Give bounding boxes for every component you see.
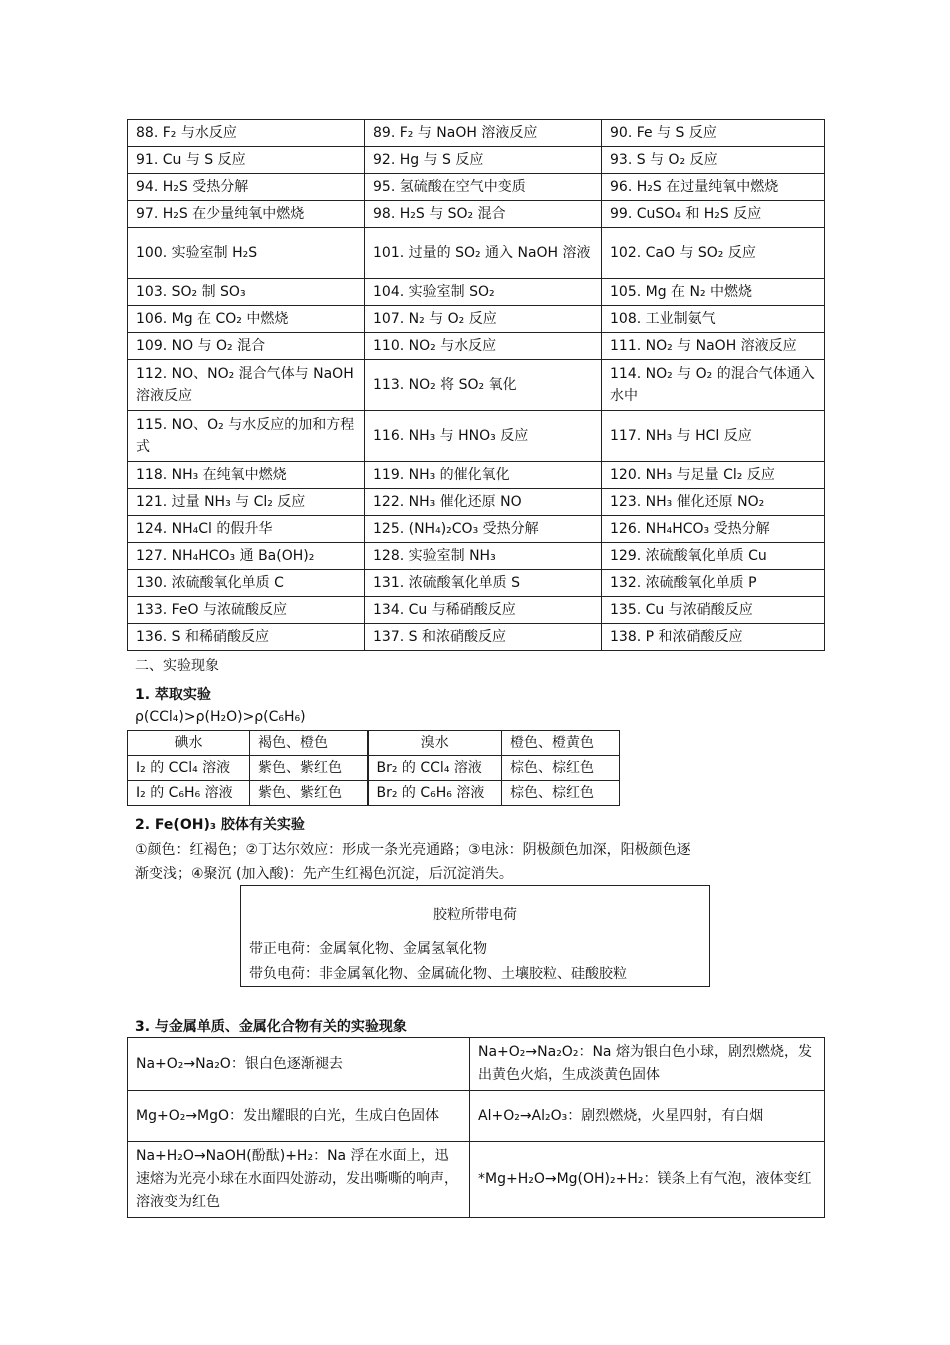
reaction-cell: 125. (NH₄)₂CO₃ 受热分解: [365, 516, 602, 543]
reaction-list-table: [127, 119, 825, 651]
table-cell: I₂ 的 C₆H₆ 溶液: [128, 781, 250, 806]
table-row: [128, 462, 825, 489]
charge-box-title: 胶粒所带电荷: [433, 907, 517, 923]
table-cell: Na+O₂→Na₂O₂：Na 熔为银白色小球，剧烈燃烧，发出黄色火焰，生成淡黄色固体: [470, 1038, 825, 1091]
reaction-cell: 100. 实验室制 H₂S: [128, 228, 365, 279]
negative-charge-text: 带负电荷：非金属氧化物、金属硫化物、土壤胶粒、硅酸胶粒: [249, 966, 627, 982]
reaction-cell: 136. S 和稀硝酸反应: [128, 624, 365, 651]
table-row: [128, 279, 825, 306]
reaction-cell: 99. CuSO₄ 和 H₂S 反应: [602, 201, 825, 228]
table-row: [128, 1038, 825, 1091]
colloid-text-line-2: 渐变浅；④聚沉 (加入酸)：先产生红褐色沉淀，后沉淀消失。: [135, 866, 513, 882]
reaction-cell: 94. H₂S 受热分解: [128, 174, 365, 201]
reaction-cell: 122. NH₃ 催化还原 NO: [365, 489, 602, 516]
reaction-cell: 96. H₂S 在过量纯氧中燃烧: [602, 174, 825, 201]
reaction-cell: 116. NH₃ 与 HNO₃ 反应: [365, 411, 602, 462]
reaction-cell: 133. FeO 与浓硫酸反应: [128, 597, 365, 624]
reaction-cell: 101. 过量的 SO₂ 通入 NaOH 溶液: [365, 228, 602, 279]
reaction-cell: 135. Cu 与浓硝酸反应: [602, 597, 825, 624]
reaction-cell: 127. NH₄HCO₃ 通 Ba(OH)₂: [128, 543, 365, 570]
table-cell: 橙色、橙黄色: [502, 731, 620, 756]
table-cell: *Mg+H₂O→Mg(OH)₂+H₂：镁条上有气泡，液体变红: [470, 1142, 825, 1218]
reaction-cell: 102. CaO 与 SO₂ 反应: [602, 228, 825, 279]
colloid-heading: 2. Fe(OH)₃ 胶体有关实验: [135, 817, 305, 833]
extraction-color-table: [127, 730, 620, 806]
reaction-cell: 134. Cu 与稀硝酸反应: [365, 597, 602, 624]
table-row: [128, 201, 825, 228]
reaction-cell: 95. 氢硫酸在空气中变质: [365, 174, 602, 201]
table-cell: 碘水: [128, 731, 250, 756]
table-cell: 棕色、棕红色: [502, 781, 620, 806]
reaction-cell: 114. NO₂ 与 O₂ 的混合气体通入水中: [602, 360, 825, 411]
density-order: ρ(CCl₄)>ρ(H₂O)>ρ(C₆H₆): [135, 709, 306, 725]
table-cell: 紫色、紫红色: [250, 756, 368, 781]
table-row: [128, 306, 825, 333]
reaction-cell: 132. 浓硫酸氧化单质 P: [602, 570, 825, 597]
table-cell: 棕色、棕红色: [502, 756, 620, 781]
table-cell: I₂ 的 CCl₄ 溶液: [128, 756, 250, 781]
reaction-cell: 138. P 和浓硝酸反应: [602, 624, 825, 651]
table-cell: Na+H₂O→NaOH(酚酞)+H₂：Na 浮在水面上，迅速熔为光亮小球在水面四处游动，发出嘶嘶的响声，溶液变为红色: [128, 1142, 470, 1218]
reaction-cell: 126. NH₄HCO₃ 受热分解: [602, 516, 825, 543]
table-row: [128, 120, 825, 147]
reaction-cell: 103. SO₂ 制 SO₃: [128, 279, 365, 306]
table-cell: Mg+O₂→MgO：发出耀眼的白光，生成白色固体: [128, 1091, 470, 1142]
reaction-cell: 105. Mg 在 N₂ 中燃烧: [602, 279, 825, 306]
reaction-cell: 110. NO₂ 与水反应: [365, 333, 602, 360]
reaction-cell: 131. 浓硫酸氧化单质 S: [365, 570, 602, 597]
reaction-cell: 128. 实验室制 NH₃: [365, 543, 602, 570]
table-cell: Br₂ 的 CCl₄ 溶液: [368, 756, 502, 781]
reaction-cell: 109. NO 与 O₂ 混合: [128, 333, 365, 360]
reaction-cell: 112. NO、NO₂ 混合气体与 NaOH 溶液反应: [128, 360, 365, 411]
table-row: [128, 1142, 825, 1218]
colloid-charge-box: [240, 885, 710, 987]
table-row: [128, 333, 825, 360]
table-row: [128, 597, 825, 624]
positive-charge-text: 带正电荷：金属氧化物、金属氢氧化物: [249, 941, 487, 957]
table-row: [128, 174, 825, 201]
reaction-cell: 130. 浓硫酸氧化单质 C: [128, 570, 365, 597]
reaction-cell: 89. F₂ 与 NaOH 溶液反应: [365, 120, 602, 147]
table-cell: Na+O₂→Na₂O：银白色逐渐褪去: [128, 1038, 470, 1091]
reaction-cell: 111. NO₂ 与 NaOH 溶液反应: [602, 333, 825, 360]
reaction-cell: 121. 过量 NH₃ 与 Cl₂ 反应: [128, 489, 365, 516]
table-row: [128, 624, 825, 651]
reaction-cell: 137. S 和浓硝酸反应: [365, 624, 602, 651]
reaction-cell: 120. NH₃ 与足量 Cl₂ 反应: [602, 462, 825, 489]
reaction-cell: 119. NH₃ 的催化氧化: [365, 462, 602, 489]
reaction-cell: 107. N₂ 与 O₂ 反应: [365, 306, 602, 333]
reaction-cell: 115. NO、O₂ 与水反应的加和方程式: [128, 411, 365, 462]
table-row: [128, 1091, 825, 1142]
table-cell: 紫色、紫红色: [250, 781, 368, 806]
section-2-title: 二、实验现象: [135, 658, 219, 674]
reaction-cell: 91. Cu 与 S 反应: [128, 147, 365, 174]
reaction-cell: 92. Hg 与 S 反应: [365, 147, 602, 174]
reaction-cell: 98. H₂S 与 SO₂ 混合: [365, 201, 602, 228]
table-cell: Al+O₂→Al₂O₃：剧烈燃烧，火星四射，有白烟: [470, 1091, 825, 1142]
table-row: [128, 731, 620, 756]
metal-phenomena-heading: 3. 与金属单质、金属化合物有关的实验现象: [135, 1019, 407, 1035]
table-row: [128, 781, 620, 806]
extraction-heading: 1. 萃取实验: [135, 687, 211, 703]
table-row: [128, 489, 825, 516]
table-row: [128, 147, 825, 174]
reaction-cell: 123. NH₃ 催化还原 NO₂: [602, 489, 825, 516]
table-cell: Br₂ 的 C₆H₆ 溶液: [368, 781, 502, 806]
table-row: [128, 756, 620, 781]
table-row: [128, 228, 825, 279]
table-row: [128, 360, 825, 411]
reaction-list-body: [128, 120, 825, 651]
table-row: [128, 516, 825, 543]
table-row: [128, 411, 825, 462]
reaction-cell: 104. 实验室制 SO₂: [365, 279, 602, 306]
table-cell: 褐色、橙色: [250, 731, 368, 756]
metal-phenomena-table: [127, 1037, 825, 1218]
reaction-cell: 90. Fe 与 S 反应: [602, 120, 825, 147]
table-cell: 溴水: [368, 731, 502, 756]
reaction-cell: 113. NO₂ 将 SO₂ 氧化: [365, 360, 602, 411]
reaction-cell: 97. H₂S 在少量纯氧中燃烧: [128, 201, 365, 228]
table-row: [128, 543, 825, 570]
colloid-text-line-1: ①颜色：红褐色；②丁达尔效应：形成一条光亮通路；③电泳：阴极颜色加深，阳极颜色逐: [135, 842, 691, 858]
reaction-cell: 93. S 与 O₂ 反应: [602, 147, 825, 174]
reaction-cell: 88. F₂ 与水反应: [128, 120, 365, 147]
reaction-cell: 117. NH₃ 与 HCl 反应: [602, 411, 825, 462]
reaction-cell: 106. Mg 在 CO₂ 中燃烧: [128, 306, 365, 333]
reaction-cell: 118. NH₃ 在纯氧中燃烧: [128, 462, 365, 489]
reaction-cell: 124. NH₄Cl 的假升华: [128, 516, 365, 543]
reaction-cell: 129. 浓硫酸氧化单质 Cu: [602, 543, 825, 570]
table-row: [128, 570, 825, 597]
reaction-cell: 108. 工业制氨气: [602, 306, 825, 333]
